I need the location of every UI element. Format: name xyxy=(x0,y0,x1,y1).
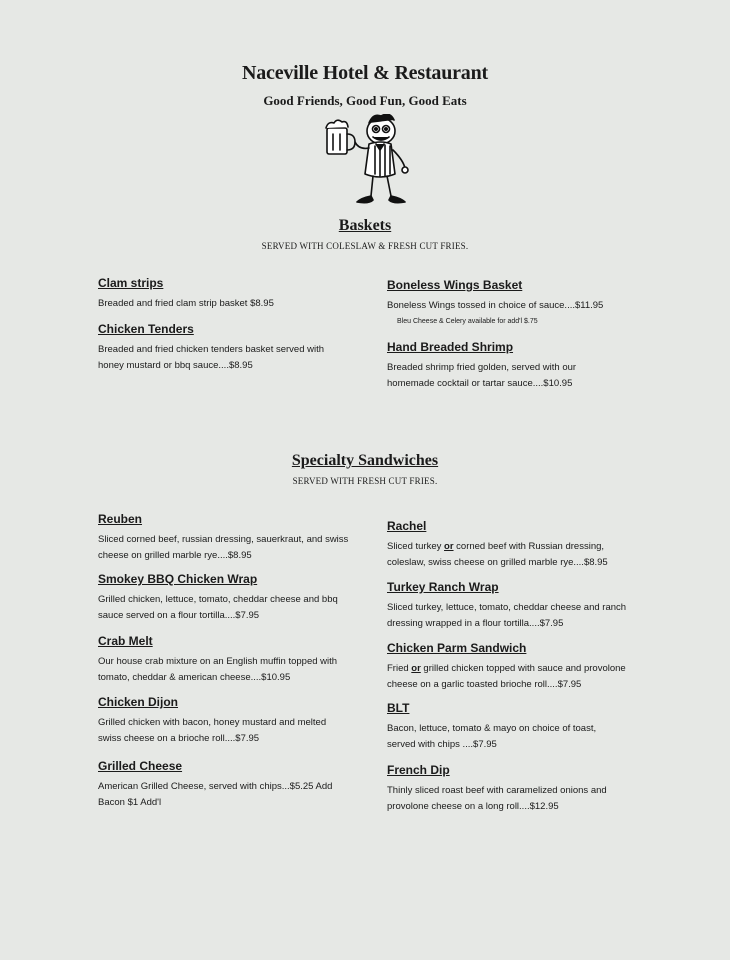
item-name: Rachel xyxy=(387,519,427,533)
menu-item xyxy=(98,572,353,624)
item-description: Breaded shrimp fried golden, served with our homemade cocktail or tartar sauce....$10.95 xyxy=(387,362,577,389)
item-name: Turkey Ranch Wrap xyxy=(387,580,499,594)
item-description: Sliced corned beef, russian dressing, sauerkraut, and swiss cheese on grilled marble rye....$8.95 xyxy=(98,534,349,561)
menu-item xyxy=(98,276,358,312)
item-name: Hand Breaded Shrimp xyxy=(387,340,514,354)
item-description: Grilled chicken with bacon, honey mustard and melted swiss cheese on a brioche roll....$7.95 xyxy=(98,717,327,744)
menu-item xyxy=(98,512,353,564)
desc-text: Fried xyxy=(387,663,412,674)
desc-text: corned beef with Russian dressing, coleslaw, swiss cheese on grilled marble rye....$8.95 xyxy=(387,541,608,568)
baskets-heading: Baskets xyxy=(338,217,392,234)
menu-item xyxy=(387,278,627,328)
item-description: Sliced turkey, lettuce, tomato, cheddar cheese and ranch dressing wrapped in a flour tortilla....$7.95 xyxy=(387,602,627,629)
item-name: Chicken Parm Sandwich xyxy=(387,641,527,655)
sandwiches-note: SERVED WITH FRESH CUT FRIES. xyxy=(292,476,438,486)
menu-item xyxy=(98,322,348,374)
item-name: Boneless Wings Basket xyxy=(387,278,523,292)
item-description xyxy=(387,661,632,693)
item-name: Reuben xyxy=(98,512,143,526)
sandwiches-heading: Specialty Sandwiches xyxy=(291,452,439,469)
item-name: Chicken Tenders xyxy=(98,322,194,336)
item-name: French Dip xyxy=(387,763,450,777)
menu-item xyxy=(387,641,632,693)
item-description: Thinly sliced roast beef with caramelized onions and provolone cheese on a long roll....$12.95 xyxy=(387,785,607,812)
mascot-holding-beer-mug-icon xyxy=(323,114,409,206)
item-name: Grilled Cheese xyxy=(98,759,183,773)
desc-or: or xyxy=(411,663,421,674)
menu-item xyxy=(387,340,622,392)
item-description: Our house crab mixture on an English muffin topped with tomato, cheddar & american cheese....$10.95 xyxy=(98,656,338,683)
item-description: Boneless Wings tossed in choice of sauce....$11.95 xyxy=(387,300,604,311)
tagline: Good Friends, Good Fun, Good Eats xyxy=(263,93,467,108)
desc-text: Sliced turkey xyxy=(387,541,445,552)
item-description xyxy=(387,539,622,571)
item-name: Chicken Dijon xyxy=(98,695,179,709)
item-description: American Grilled Cheese, served with chips...$5.25 Add Bacon $1 Add'l xyxy=(98,781,333,808)
menu-item xyxy=(98,759,343,811)
menu-item xyxy=(387,701,627,753)
baskets-note: SERVED WITH COLESLAW & FRESH CUT FRIES. xyxy=(261,241,469,251)
item-description: Breaded and fried chicken tenders basket served with honey mustard or bbq sauce....$8.95 xyxy=(98,344,325,371)
desc-or: or xyxy=(444,541,454,552)
restaurant-title: Naceville Hotel & Restaurant xyxy=(241,62,488,84)
menu-item xyxy=(387,519,622,571)
desc-text: grilled chicken topped with sauce and provolone cheese on a garlic toasted brioche roll....$7.95 xyxy=(387,663,626,690)
item-description: Breaded and fried clam strip basket $8.95 xyxy=(98,298,274,309)
item-name: BLT xyxy=(387,701,410,715)
menu-item xyxy=(387,763,617,815)
item-description: Bacon, lettuce, tomato & mayo on choice of toast, served with chips ....$7.95 xyxy=(387,723,597,750)
item-name: Clam strips xyxy=(98,276,164,290)
menu-item xyxy=(98,695,343,747)
menu-item xyxy=(387,580,632,632)
item-note: Bleu Cheese & Celery available for add'l $.75 xyxy=(397,318,538,325)
item-name: Smokey BBQ Chicken Wrap xyxy=(98,572,258,586)
item-description: Grilled chicken, lettuce, tomato, cheddar cheese and bbq sauce served on a flour tortilla....$7.95 xyxy=(98,594,338,621)
menu-item xyxy=(98,634,353,686)
item-name: Crab Melt xyxy=(98,634,153,648)
